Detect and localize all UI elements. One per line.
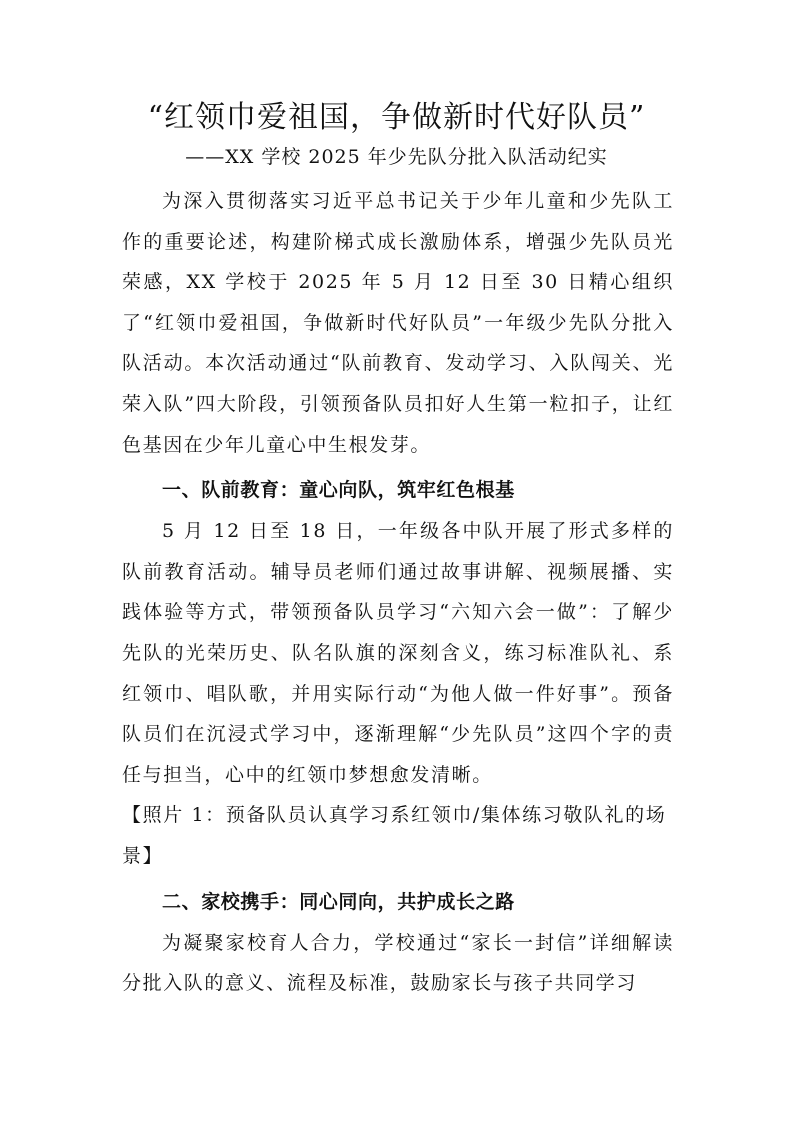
- section-heading: 二、家校携手：同心同向，共护成长之路: [162, 890, 515, 913]
- document-title: “红领巾爱祖国，争做新时代好队员”: [147, 100, 646, 135]
- photo-caption: 【照片 1：预备队员认真学习系红领巾/集体练习敬队礼的场景】: [122, 804, 667, 867]
- section-paragraph: 5 月 12 日至 18 日，一年级各中队开展了形式多样的队前教育活动。辅导员老师们通过故事讲解、视频展播、实践体验等方式，带领预备队员学习“六知六会一做”：了解少先队的光荣历史、队名队旗的深刻含义，练习标准队礼、系红领巾、唱队歌，并用实际行动“为他人做一件好事”。预备队员们在沉浸式学习中，逐渐理解“少先队员”这四个字的责任与担当，心中的红领巾梦想愈发清晰。: [122, 520, 674, 786]
- section-paragraph: 为凝聚家校育人合力，学校通过“家长一封信”详细解读分批入队的意义、流程及标准，鼓励家长与孩子共同学习: [122, 931, 674, 995]
- section-1: [122, 469, 674, 876]
- intro-paragraph: 为深入贯彻落实习近平总书记关于少年儿童和少先队工作的重要论述，构建阶梯式成长激励体系，增强少先队员光荣感，XX 学校于 2025 年 5 月 12 日至 30 日精心组织了“红领巾爱祖国，争做新时代好队员”一年级少先队分批入队活动。本次活动通过“队前教育、发动学习、入队闯关、光荣入队”四大阶段，引领预备队员扣好人生第一粒扣子，让红色基因在少年儿童心中生根发芽。: [122, 190, 674, 456]
- document-body: [122, 181, 674, 1004]
- section-2: [122, 881, 674, 1004]
- document-subtitle: ——XX 学校 2025 年少先队分批入队活动纪实: [185, 146, 608, 168]
- section-heading: 一、队前教育：童心向队，筑牢红色根基: [162, 479, 515, 502]
